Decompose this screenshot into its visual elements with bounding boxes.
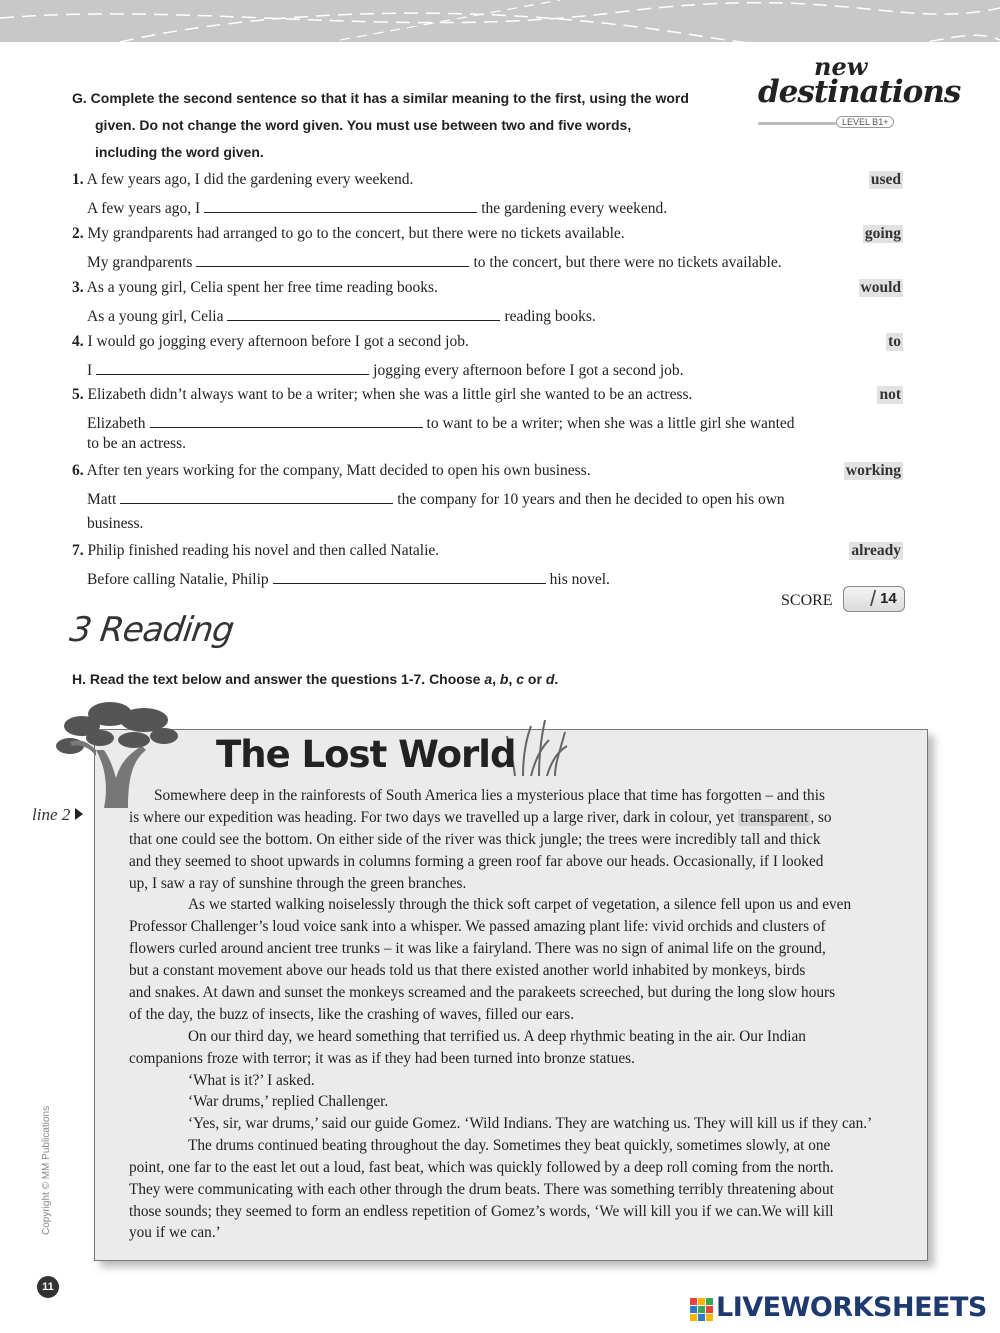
reading-instruction-sep-1: , (492, 671, 500, 687)
passage-line-20: those sounds; they seemed to form an endless repetition of Gomez’s words, ‘We will kill you if we can.We will kill (129, 1203, 834, 1220)
item-1-before: A few years ago, I (87, 200, 201, 217)
story-title: The Lost World (216, 733, 516, 776)
passage-line-13: companions froze with terror; it was as if they had been turned into bronze statues. (129, 1050, 635, 1067)
item-6-answer-continuation: business. (87, 515, 144, 532)
passage-line-12: On our third day, we heard something that terrified us. A deep rhythmic beating in the air. Our Indian (188, 1028, 806, 1045)
passage-line-6: As we started walking noiselessly through the thick soft carpet of vegetation, a silence fell upon us and even (188, 896, 852, 913)
passage-line-3: that one could see the bottom. On either side of the river was thick jungle; the trees were incredibly tall and thick (129, 831, 821, 848)
item-3-before: As a young girl, Celia (87, 308, 224, 325)
item-2-sentence (72, 225, 625, 243)
score-slash: / (870, 586, 877, 611)
item-7-text: Philip finished reading his novel and then called Natalie. (87, 542, 440, 559)
line-2-marker (32, 805, 83, 825)
item-7-answer-blank[interactable] (273, 569, 546, 584)
passage-line-19: They were communicating with each other through the drum beats. There was something terribly threatening about (129, 1181, 834, 1198)
item-4-sentence (72, 333, 469, 351)
item-7-after: his novel. (549, 571, 610, 588)
reading-instruction (72, 671, 558, 687)
reading-instruction-text: H. Read the text below and answer the questions 1-7. Choose (72, 671, 485, 687)
logo-level-badge: LEVEL B1+ (836, 116, 894, 128)
item-5-sentence (72, 386, 692, 404)
option-b: b (499, 671, 509, 687)
item-3-answer-line (87, 306, 596, 326)
item-5-answer-continuation: to be an actress. (87, 435, 186, 452)
item-6-after: the company for 10 years and then he decided to open his own (397, 491, 785, 508)
item-2-keyword: going (864, 225, 901, 242)
item-2-after: to the concert, but there were no tickets available. (473, 254, 782, 271)
item-6-keyword: working (845, 462, 901, 479)
top-decorative-band (0, 0, 1000, 42)
item-1-keyword: used (870, 171, 901, 188)
logo-destinations-text: destinations (758, 74, 961, 110)
passage-line-21: you if we can.’ (129, 1224, 221, 1241)
item-4-keyword: to (888, 333, 901, 350)
block-yellow (698, 1298, 705, 1305)
item-1-answer-line (87, 198, 667, 218)
logo-bar (758, 122, 836, 125)
block-blue (690, 1306, 697, 1313)
item-5-keyword: not (879, 386, 901, 403)
exercise-g-instruction-line-1: G. Complete the second sentence so that it has a similar meaning to the first, using the word (72, 90, 689, 106)
section-title: 3 Reading (67, 610, 236, 650)
logo-new-text: new (814, 52, 868, 81)
item-1-sentence (72, 171, 413, 189)
line-2-marker-text: line 2 (32, 805, 71, 824)
passage-line-4: and they seemed to shoot upwards in columns forming a green roof far above our heads. Occasionally, if I looked (129, 853, 824, 870)
score-box[interactable] (843, 586, 905, 612)
exercise-g-instruction-line-2: given. Do not change the word given. You must use between two and five words, (95, 117, 632, 133)
passage-line-7: Professor Challenger’s loud voice sank into a whisper. We passed amazing plant life: vivid orchids and clusters of (129, 918, 826, 935)
item-6-sentence (72, 462, 591, 480)
score-label: SCORE (781, 592, 833, 609)
passage-line-11: of the day, the buzz of insects, like the crashing of waves, filled our ears. (129, 1006, 575, 1023)
passage-line-8: flowers curled around ancient tree trunks – it was like a fairyland. There was no sign of animal life on the ground, (129, 940, 826, 957)
item-7-sentence (72, 542, 439, 560)
item-5-answer-blank[interactable] (150, 413, 423, 428)
passage-line-5: up, I saw a ray of sunshine through the green branches. (129, 875, 467, 892)
copyright-text: Copyright © MM Publications (41, 1105, 52, 1235)
exercise-g-instruction-line-3: including the word given. (95, 144, 264, 160)
liveworksheets-text: LIVEWORKSHEETS (716, 1292, 987, 1323)
new-destinations-logo (756, 52, 961, 132)
item-3-text: As a young girl, Celia spent her free time reading books. (86, 279, 438, 296)
passage-line-15: ‘War drums,’ replied Challenger. (188, 1093, 389, 1110)
passage-line-9: but a constant movement above our heads told us that there existed another world inhabited by monkeys, birds (129, 962, 806, 979)
block-green-2 (698, 1306, 705, 1313)
item-4-answer-line (87, 360, 684, 380)
block-blue-2 (698, 1314, 705, 1321)
item-5-text: Elizabeth didn’t always want to be a writer; when she was a little girl she wanted to be an actress. (87, 386, 693, 403)
item-4-answer-blank[interactable] (96, 360, 369, 375)
passage-line-2 (129, 809, 832, 827)
reading-instruction-sep-2: , (508, 671, 517, 687)
item-1-after: the gardening every weekend. (481, 200, 668, 217)
page-number: 11 (37, 1276, 59, 1298)
option-d: d (545, 671, 555, 687)
item-7-before: Before calling Natalie, Philip (87, 571, 269, 588)
block-yellow-3 (706, 1314, 713, 1321)
dashed-lines-decoration (0, 0, 1000, 42)
item-3-sentence (72, 279, 438, 297)
item-5-answer-line (87, 413, 795, 433)
item-3-answer-blank[interactable] (227, 306, 500, 321)
item-1-number: 1. (72, 171, 84, 188)
item-6-text: After ten years working for the company, Matt decided to open his own business. (86, 462, 591, 479)
item-5-number: 5. (72, 386, 84, 403)
item-6-before: Matt (87, 491, 117, 508)
passage-line-16: ‘Yes, sir, war drums,’ said our guide Gomez. ‘Wild Indians. They are watching us. They will kill us if they can.’ (188, 1115, 873, 1132)
item-2-before: My grandparents (87, 254, 193, 271)
reading-instruction-sep-3: or (524, 671, 546, 687)
item-2-text: My grandparents had arranged to go to the concert, but there were no tickets available. (87, 225, 625, 242)
passage-line-17: The drums continued beating throughout the day. Sometimes they beat quickly, sometimes slowly, at one (188, 1137, 831, 1154)
passage-line-1: Somewhere deep in the rainforests of South America lies a mysterious place that time has forgotten – and this (154, 787, 825, 804)
triangle-pointer-icon (75, 808, 83, 820)
item-3-after: reading books. (504, 308, 596, 325)
item-7-number: 7. (72, 542, 84, 559)
highlighted-word-transparent[interactable]: transparent (740, 809, 809, 826)
passage-line-18: point, one far to the east let out a loud, fast beat, which was quickly followed by a deep roll coming from the north. (129, 1159, 834, 1176)
reading-instruction-sep-4: . (554, 671, 559, 687)
block-yellow-2 (690, 1314, 697, 1321)
block-red-2 (706, 1306, 713, 1313)
score-max: 14 (880, 590, 897, 607)
item-2-answer-blank[interactable] (196, 252, 469, 267)
liveworksheets-logo[interactable] (690, 1292, 990, 1324)
item-3-number: 3. (72, 279, 84, 296)
item-4-before: I (87, 362, 93, 379)
item-3-keyword: would (860, 279, 901, 296)
option-c: c (516, 671, 525, 687)
liveworksheets-blocks-icon (690, 1298, 714, 1322)
item-7-answer-line (87, 569, 610, 589)
item-2-number: 2. (72, 225, 84, 242)
option-a: a (484, 671, 493, 687)
item-6-answer-blank[interactable] (120, 489, 393, 504)
item-4-text: I would go jogging every afternoon before I got a second job. (87, 333, 469, 350)
passage-line-2-tail: , so (810, 809, 832, 826)
block-green (706, 1298, 713, 1305)
item-5-before: Elizabeth (87, 415, 146, 432)
item-5-after: to want to be a writer; when she was a little girl she wanted (426, 415, 795, 432)
item-6-number: 6. (72, 462, 84, 479)
passage-line-14: ‘What is it?’ I asked. (188, 1072, 315, 1089)
item-2-answer-line (87, 252, 782, 272)
item-7-keyword: already (851, 542, 901, 559)
item-1-text: A few years ago, I did the gardening every weekend. (86, 171, 414, 188)
passage-line-2-text: is where our expedition was heading. For two days we travelled up a large river, dark in colour, yet (129, 809, 739, 826)
passage-line-10: and snakes. At dawn and sunset the monkeys screamed and the parakeets screeched, but during the long slow hours (129, 984, 836, 1001)
item-1-answer-blank[interactable] (204, 198, 477, 213)
item-4-after: jogging every afternoon before I got a second job. (373, 362, 684, 379)
item-6-answer-line (87, 489, 785, 509)
item-4-number: 4. (72, 333, 84, 350)
block-red (690, 1298, 697, 1305)
